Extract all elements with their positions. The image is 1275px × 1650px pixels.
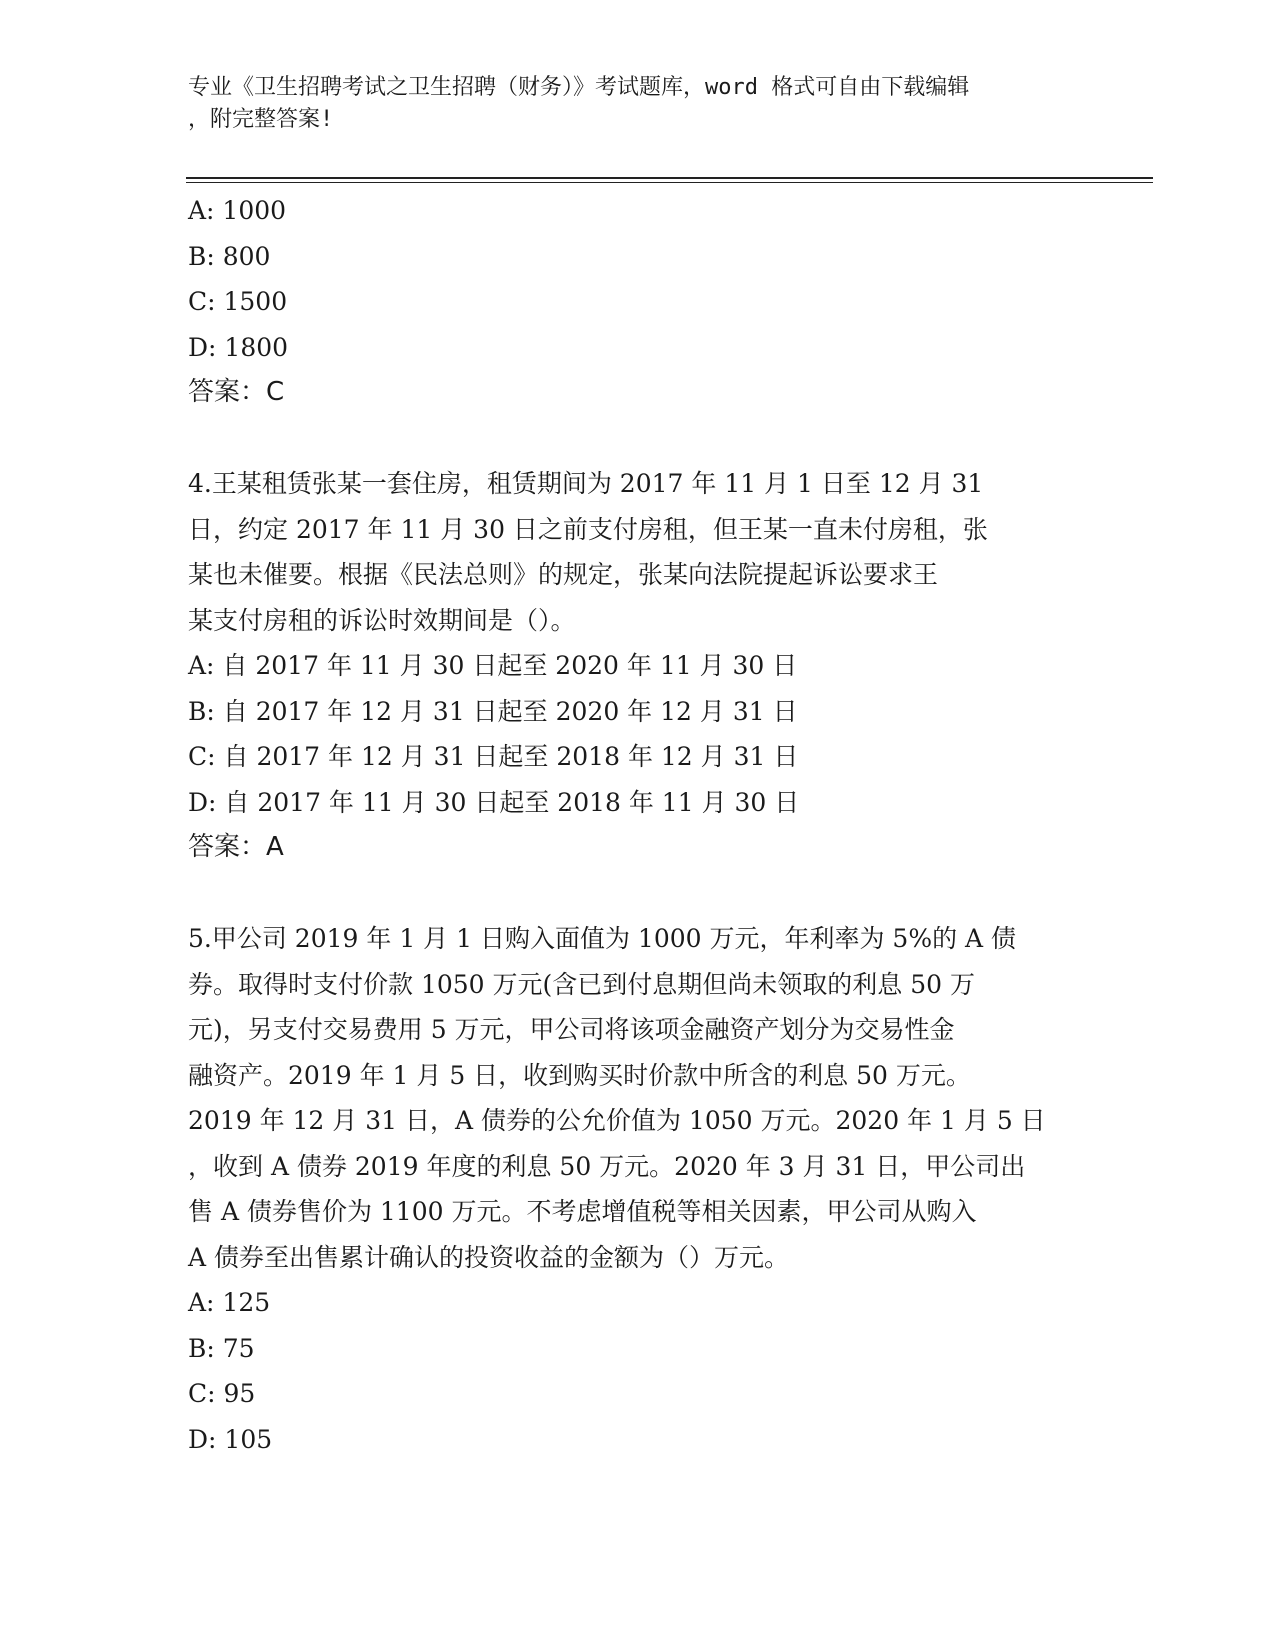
question-text-line: 2019 年 12 月 31 日，A 债券的公允价值为 1050 万元。2020 年 1 月 5 日 <box>188 1106 1046 1135</box>
question-text-line: 日，约定 2017 年 11 月 30 日之前支付房租，但王某一直未付房租，张 <box>188 514 988 544</box>
header-divider-thick <box>186 177 1153 179</box>
option-a: A: 125 <box>188 1288 271 1317</box>
document-body <box>188 188 1088 1462</box>
option-a: A: 1000 <box>188 196 287 225</box>
header-divider-thin <box>186 182 1153 183</box>
option-c: C: 95 <box>188 1379 256 1408</box>
question-3 <box>188 188 1088 416</box>
option-b: B: 800 <box>188 241 271 271</box>
option-d: D: 1800 <box>188 332 289 362</box>
question-4 <box>188 461 1088 871</box>
question-text-line: 售 A 债券售价为 1100 万元。不考虑增值税等相关因素，甲公司从购入 <box>188 1197 977 1226</box>
question-text-line: 某也未催要。根据《民法总则》的规定，张某向法院提起诉讼要求王 <box>188 560 939 589</box>
question-text-line: 某支付房租的诉讼时效期间是（）。 <box>188 605 576 635</box>
question-text-line: ，收到 A 债券 2019 年度的利息 50 万元。2020 年 3 月 31 日，甲公司出 <box>188 1151 1026 1181</box>
option-c: C: 1500 <box>188 287 288 316</box>
option-c: C: 自 2017 年 12 月 31 日起至 2018 年 12 月 31 日 <box>188 742 799 771</box>
question-text-line: 融资产。2019 年 1 月 5 日，收到购买时价款中所含的利息 50 万元。 <box>188 1060 971 1090</box>
spacer <box>188 871 1088 917</box>
question-5 <box>188 916 1088 1462</box>
spacer <box>188 416 1088 462</box>
question-text-line: A 债券至出售累计确认的投资收益的金额为（）万元。 <box>188 1242 790 1272</box>
option-d: D: 自 2017 年 11 月 30 日起至 2018 年 11 月 30 日 <box>188 787 800 817</box>
option-d: D: 105 <box>188 1424 273 1454</box>
question-text-line: 元)，另支付交易费用 5 万元，甲公司将该项金融资产划分为交易性金 <box>188 1015 955 1044</box>
header-line-2: ，附完整答案! <box>188 107 334 132</box>
option-b: B: 自 2017 年 12 月 31 日起至 2020 年 12 月 31 日 <box>188 696 798 726</box>
question-text-line: 5.甲公司 2019 年 1 月 1 日购入面值为 1000 万元，年利率为 5%的 A 债 <box>188 924 1017 953</box>
question-text-line: 4.王某租赁张某一套住房，租赁期间为 2017 年 11 月 1 日至 12 月 31 <box>188 469 984 498</box>
option-a: A: 自 2017 年 11 月 30 日起至 2020 年 11 月 30 日 <box>188 651 798 680</box>
header-line-1: 专业《卫生招聘考试之卫生招聘（财务）》考试题库，word 格式可自由下载编辑 <box>188 75 970 100</box>
document-header <box>188 72 1088 136</box>
answer: 答案：C <box>188 377 285 407</box>
option-b: B: 75 <box>188 1333 255 1363</box>
answer: 答案：A <box>188 832 284 862</box>
question-text-line: 券。取得时支付价款 1050 万元(含已到付息期但尚未领取的利息 50 万 <box>188 969 975 999</box>
